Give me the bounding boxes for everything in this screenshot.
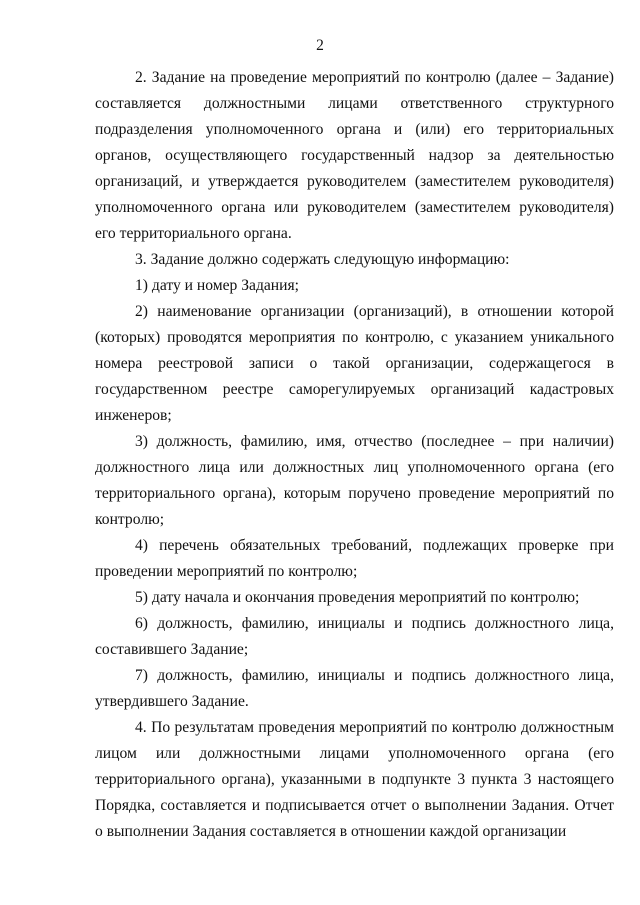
list-item-5: 5) дату начала и окончания проведения мероприятий по контролю; xyxy=(135,589,580,606)
list-item-1: 1) дату и номер Задания; xyxy=(135,277,300,294)
list-item-4: 4) перечень обязательных требований, подлежащих проверке при проведении мероприятий по контролю; xyxy=(95,537,614,580)
list-item-2: 2) наименование организации (организаций), в отношении которой (которых) проводятся мероприятия по контролю, с указанием уникального номера реестровой записи о такой организации, содержащегося в государственном реестре саморегулируемых организаций кадастровых инженеров; xyxy=(95,303,614,424)
paragraph-3: 3. Задание должно содержать следующую информацию: xyxy=(135,251,510,268)
paragraph-4: 4. По результатам проведения мероприятий по контролю должностным лицом или должностными лицами уполномоченного органа (его территориального органа), указанными в подпункте 3 пункта 3 настоящего Порядка, составляется и подписывается отчет о выполнении Задания. Отчет о выполнении Задания составляется в отношении каждой организации xyxy=(95,719,614,840)
list-item-7: 7) должность, фамилию, инициалы и подпись должностного лица, утвердившего Задание. xyxy=(95,667,614,710)
document-body xyxy=(95,65,614,845)
list-item-3: 3) должность, фамилию, имя, отчество (последнее – при наличии) должностного лица или должностных лиц уполномоченного органа (его территориального органа), которым поручено проведение мероприятий по контролю; xyxy=(95,433,614,528)
page-number: 2 xyxy=(316,37,324,54)
paragraph-2: 2. Задание на проведение мероприятий по контролю (далее – Задание) составляется должностными лицами ответственного структурного подразделения уполномоченного органа и (или) его территориальных органов, осуществляющего государственный надзор за деятельностью организаций, и утверждается руководителем (заместителем руководителя) уполномоченного органа или руководителем (заместителем руководителя) его территориального органа. xyxy=(95,69,614,242)
list-item-6: 6) должность, фамилию, инициалы и подпись должностного лица, составившего Задание; xyxy=(95,615,614,658)
